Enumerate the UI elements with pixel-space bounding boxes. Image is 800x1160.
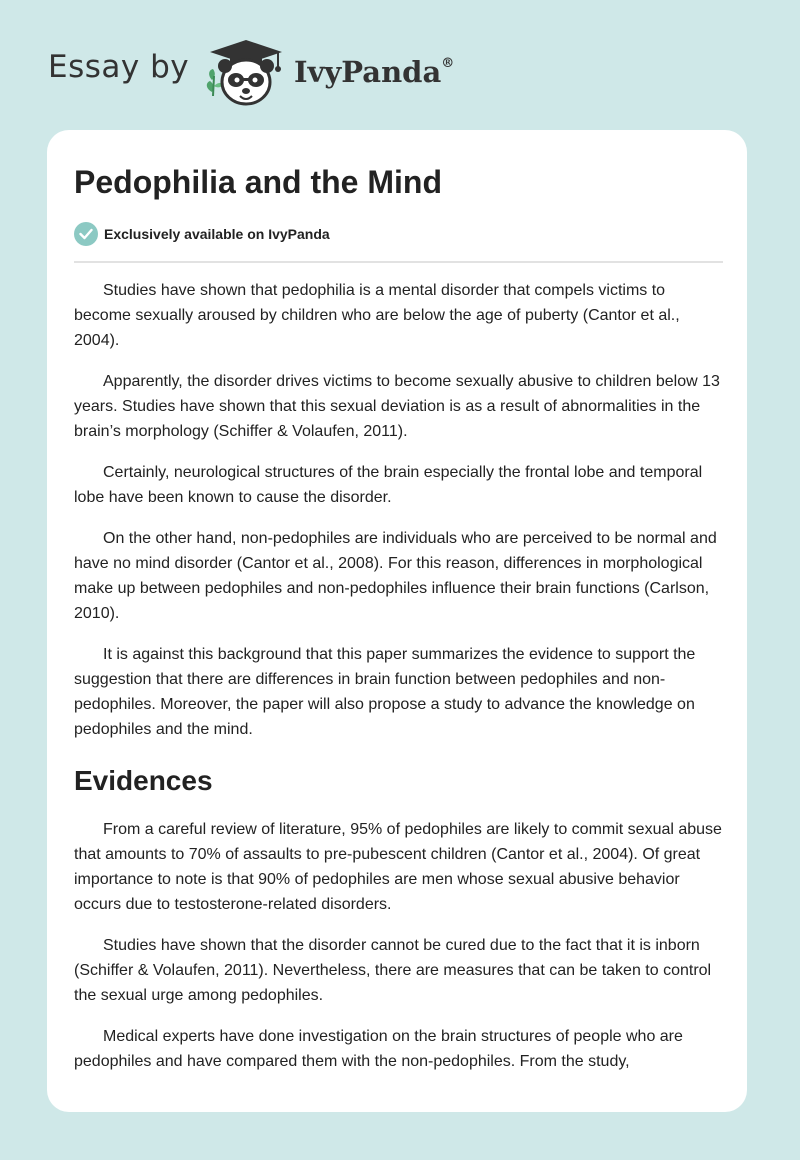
divider: [74, 261, 723, 263]
page-title: Pedophilia and the Mind: [74, 164, 442, 200]
section-heading-evidences: Evidences: [74, 765, 213, 796]
paragraph: Apparently, the disorder drives victims to become sexually abusive to children below 13 years. Studies have shown that this sexual deviation is as a result of abnormalities in the brain’s morphology (Schiffer & Volaufen, 2011).: [74, 373, 720, 440]
brand-name: IvyPanda®: [294, 55, 455, 89]
exclusive-badge-text: Exclusively available on IvyPanda: [104, 226, 330, 242]
exclusive-badge: [74, 222, 330, 246]
paragraph: Studies have shown that the disorder cannot be cured due to the fact that it is inborn (Schiffer & Volaufen, 2011). Nevertheless, there are measures that can be taken to control the sexual urge among pedophiles.: [74, 937, 712, 1004]
essay-card: [47, 130, 747, 1112]
site-header: [0, 0, 800, 125]
paragraph: From a careful review of literature, 95% of pedophiles are likely to commit sexual abuse that amounts to 70% of assaults to pre-pubescent children (Cantor et al., 2004). Of great importance to note is that 90% of pedophiles are men whose sexual abusive behavior occurs due to testosterone-related disorders.: [74, 821, 722, 913]
paragraph: On the other hand, non-pedophiles are individuals who are perceived to be normal and have no mind disorder (Cantor et al., 2008). For this reason, differences in morphological make up between pedophiles and non-pedophiles influence their brain functions (Carlson, 2010).: [74, 530, 717, 622]
registered-mark: ®: [441, 56, 455, 72]
paragraph: It is against this background that this paper summarizes the evidence to support the suggestion that there are differences in brain function between pedophiles and non-pedophiles. Moreover, the paper will also propose a study to advance the knowledge on pedophiles and the mind.: [74, 646, 696, 738]
panda-mascot-icon: [200, 36, 292, 108]
paragraph: Studies have shown that pedophilia is a mental disorder that compels victims to become sexually aroused by children who are below the age of puberty (Cantor et al., 2004).: [74, 282, 680, 349]
essay-body: [74, 278, 724, 1090]
check-icon: [74, 222, 98, 246]
paragraph: Medical experts have done investigation on the brain structures of people who are pedophiles and have compared them with the non-pedophiles. From the study,: [74, 1028, 683, 1070]
paragraph: Certainly, neurological structures of the brain especially the frontal lobe and temporal lobe have been known to cause the disorder.: [74, 464, 703, 506]
essay-by-label: Essay by: [48, 49, 190, 85]
